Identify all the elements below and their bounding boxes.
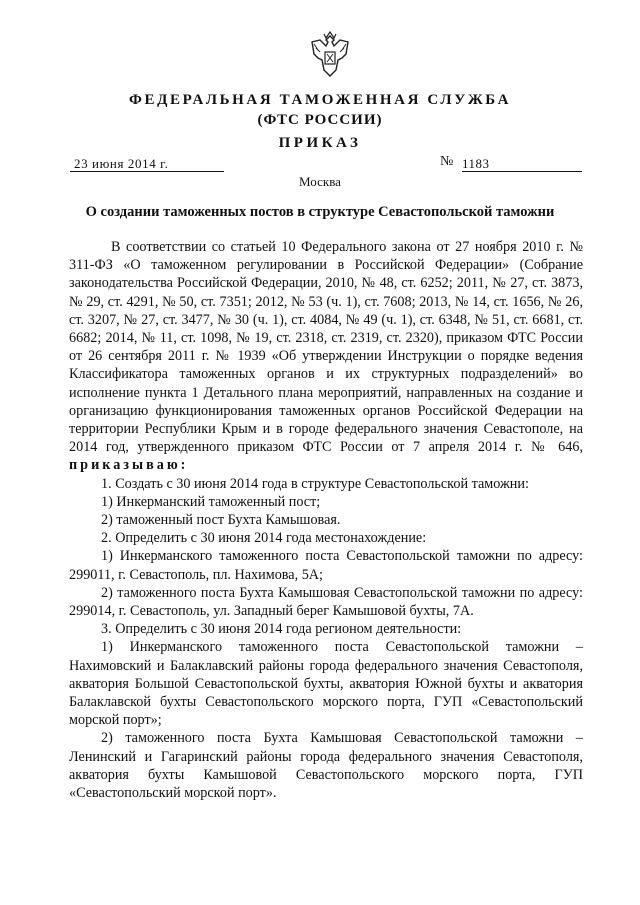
item-3-2: 2) таможенного поста Бухта Камышовая Севастопольской таможни – Ленинский и Гагаринский районы города федерального значения Севастополя, акватория бухты Камышовой Севастопольского морского порта, ГУП «Севастопольский морской порт». [69,730,583,802]
agency-abbreviation: (ФТС РОССИИ) [257,112,383,128]
preamble-paragraph [69,238,583,475]
item-1-2: 2) таможенный пост Бухта Камышовая. [101,512,341,529]
order-word: приказываю: [69,457,189,474]
preamble-text: В соответствии со статьей 10 Федерального закона от 27 ноября 2010 г. № 311-ФЗ «О таможенном регулировании в Российской Федерации» (Собрание законодательства Российской Федерации, 2010, № 48, ст. 6252; 2011, № 27, ст. 3873, № 29, ст. 4291, № 50, ст. 7351; 2012, № 53 (ч. 1), ст. 7608; 2013, № 14, ст. 1656, № 26, ст. 3207, № 27, ст. 3477, № 30 (ч. 1), ст. 4084, № 49 (ч. 1), ст. 6348, № 51, ст. 6681, ст. 6682; 2014, № 11, ст. 1098, № 19, ст. 2318, ст. 2319, ст. 2320), приказом ФТС России от 26 сентября 2011 г. № 1939 «Об утверждении Инструкции о порядке ведения Классификатора таможенных органов и их структурных подразделений» во исполнение пункта 1 Детального плана мероприятий, направленных на создание и организацию функционирования таможенных органов Российской Федерации на территории Республики Крым и в городе федерального значения Севастополе, на 2014 год, утвержденного приказом ФТС России от 7 апреля 2014 г. № 646, [69,239,583,456]
item-1: 1. Создать с 30 июня 2014 года в структуре Севастопольской таможни: [101,475,529,492]
item-2-2: 2) таможенного поста Бухта Камышовая Севастопольской таможни по адресу: 299014, г. Севастополь, ул. Западный берег Камышовой бухты, 7А. [69,584,583,620]
item-3: 3. Определить с 30 июня 2014 года регионом деятельности: [101,621,462,638]
order-date: 23 июня 2014 г. [70,157,224,172]
item-2-1: 1) Инкерманского таможенного поста Севастопольской таможни по адресу: 299011, г. Севастополь, пл. Нахимова, 5А; [69,548,583,583]
document-type: ПРИКАЗ [278,135,362,151]
city: Москва [299,174,341,189]
document-body [69,238,583,802]
agency-name: ФЕДЕРАЛЬНАЯ ТАМОЖЕННАЯ СЛУЖБА [128,92,512,108]
number-sign: № [440,154,454,169]
item-3-1: 1) Инкерманского таможенного поста Севастопольской таможни – Нахимовский и Балаклавский районы города федерального значения Севастополя, акватория Большой Севастопольской бухты, акватория Южной бухты и акватория Балаклавской бухты Севастопольского морского порта, ГУП «Севастопольский морской порт»; [69,639,583,729]
item-2: 2. Определить с 30 июня 2014 года местонахождение: [101,530,427,547]
document-heading: О создании таможенных постов в структуре Севастопольской таможни [85,204,555,220]
coat-of-arms-emblem-icon [308,30,352,82]
order-number: 1183 [462,157,582,172]
item-1-1: 1) Инкерманский таможенный пост; [101,493,321,510]
